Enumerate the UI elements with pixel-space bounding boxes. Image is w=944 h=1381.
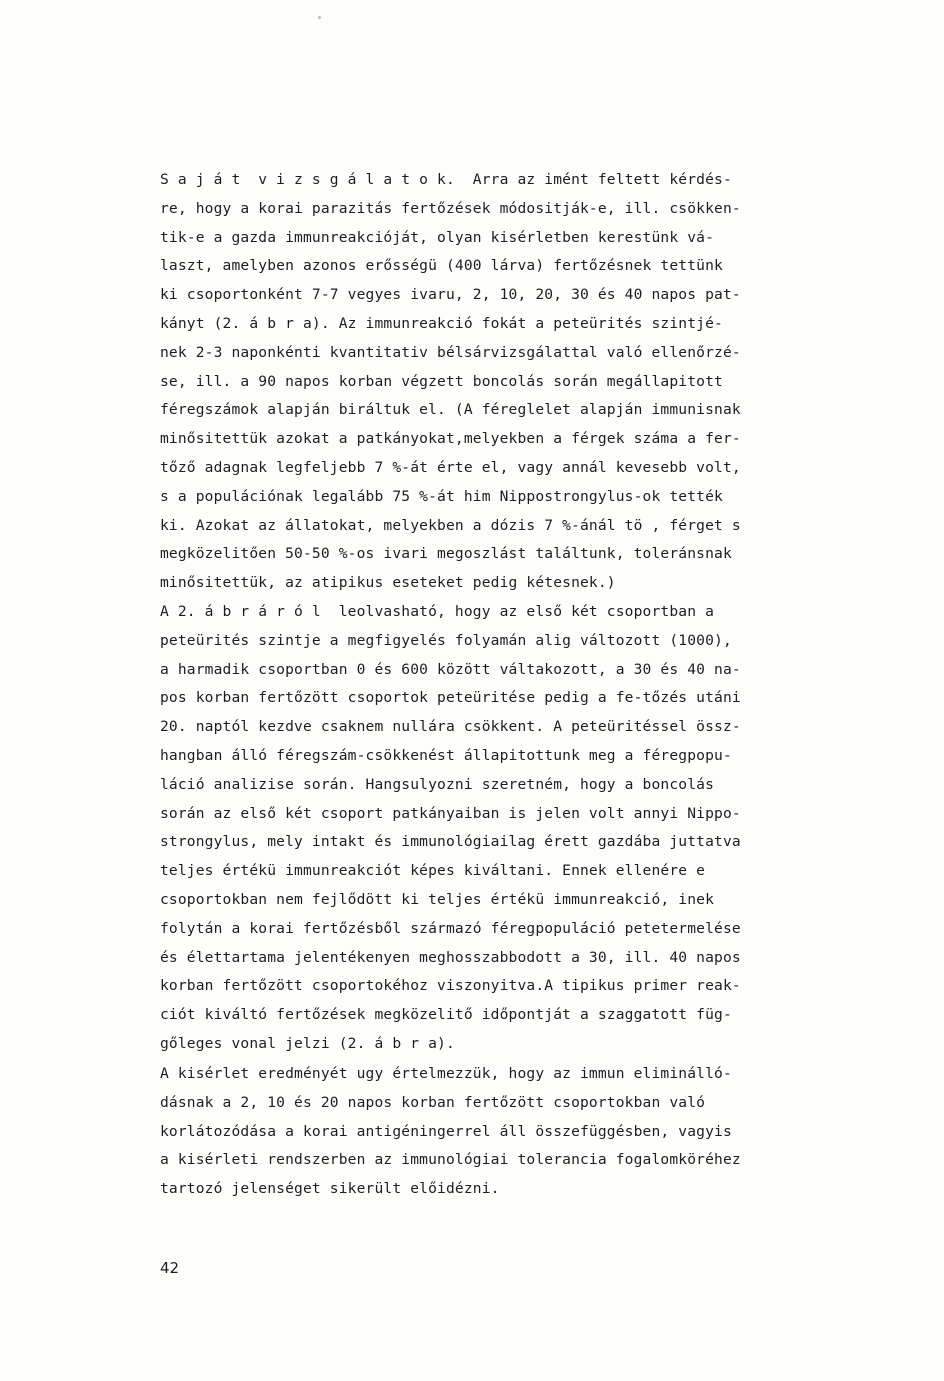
paragraph-line: és élettartama jelentékenyen meghosszabbodott a 30, ill. 40 napos: [160, 948, 741, 966]
paragraph-line: gőleges vonal jelzi (2. á b r a).: [160, 1034, 455, 1052]
paragraph-line: hangban álló féregszám-csökkenést állapitottunk meg a féregpopu-: [160, 746, 732, 764]
paragraph-line: s a populációnak legalább 75 %-át him Nippostrongylus-ok tették: [160, 487, 723, 505]
paragraph-sajat-vizsgalatok: [160, 166, 890, 598]
paragraph-line: teljes értékü immunreakciót képes kiváltani. Ennek ellenére e: [160, 862, 706, 880]
scan-speck: [318, 16, 321, 19]
paragraph-line: csoportokban nem fejlődött ki teljes értékü immunreakció, inek: [160, 890, 715, 908]
paragraph-line: 20. naptól kezdve csaknem nullára csökkent. A peteüritéssel össz-: [160, 718, 741, 736]
paragraph-line: ki csoportonként 7-7 vegyes ivaru, 2, 10, 20, 30 és 40 napos pat-: [160, 286, 741, 304]
paragraph-line: A kisérlet eredményét ugy értelmezzük, hogy az immun eliminálló-: [160, 1065, 732, 1082]
paragraph-line: nek 2-3 naponkénti kvantitativ bélsárvizsgálattal való ellenőrzé-: [160, 343, 741, 361]
paragraph-line: laszt, amelyben azonos erősségü (400 lárva) fertőzésnek tettünk: [160, 257, 723, 275]
paragraph-line: féregszámok alapján biráltuk el. (A féreglelet alapján immunisnak: [160, 401, 741, 419]
paragraph-line: tartozó jelenséget sikerült előidézni.: [160, 1180, 500, 1198]
paragraph-line: láció analizise során. Hangsulyozni szeretném, hogy a boncolás: [160, 775, 715, 793]
paragraph-line: minősitettük, az atipikus eseteket pedig kétesnek.): [160, 574, 616, 592]
paragraph-line: korlátozódása a korai antigéningerrel áll összefüggésben, vagyis: [160, 1122, 732, 1140]
paragraph-line: strongylus, mely intakt és immunológiailag érett gazdába juttatva: [160, 833, 741, 851]
page-number: 42: [160, 1259, 180, 1277]
paragraph-kiserlet-eredmenye: [160, 1060, 890, 1204]
paragraph-line: megközelitően 50-50 %-os ivari megoszlást találtunk, toleránsnak: [160, 545, 732, 563]
paragraph-line: minősitettük azokat a patkányokat,melyekben a férgek száma a fer-: [160, 430, 741, 448]
paragraph-line: S a j á t v i z s g á l a t o k. Arra az imént feltett kérdés-: [160, 171, 732, 188]
paragraph-line: A 2. á b r á r ó l leolvasható, hogy az első két csoportban a: [160, 603, 715, 620]
paragraph-line: korban fertőzött csoportokéhoz viszonyitva.A tipikus primer reak-: [160, 977, 741, 995]
paragraph-line: peteürités szintje a megfigyelés folyamán alig változott (1000),: [160, 631, 732, 649]
paragraph-line: se, ill. a 90 napos korban végzett boncolás során megállapitott: [160, 372, 723, 390]
paragraph-line: folytán a korai fertőzésből származó féregpopuláció petetermelése: [160, 919, 741, 937]
paragraph-line: re, hogy a korai parazitás fertőzések módositják-e, ill. csökken-: [160, 199, 741, 217]
paragraph-line: ki. Azokat az állatokat, melyekben a dózis 7 %-ánál tö , férget s: [160, 516, 741, 534]
paragraph-line: a harmadik csoportban 0 és 600 között váltakozott, a 30 és 40 na-: [160, 660, 741, 678]
paragraph-line: tőző adagnak legfeljebb 7 %-át érte el, vagy annál kevesebb volt,: [160, 458, 741, 476]
paragraph-line: kányt (2. á b r a). Az immunreakció fokát a peteürités szintjé-: [160, 314, 723, 332]
paragraph-line: a kisérleti rendszerben az immunológiai tolerancia fogalomköréhez: [160, 1151, 741, 1169]
paragraph-line: tik-e a gazda immunreakcióját, olyan kisérletben kerestünk vá-: [160, 228, 715, 246]
paragraph-line: során az első két csoport patkányaiban is jelen volt annyi Nippo-: [160, 804, 741, 822]
paragraph-line: ciót kiváltó fertőzések megközelitő időpontját a szaggatott füg-: [160, 1006, 732, 1024]
paragraph-line: pos korban fertőzött csoportok peteüritése pedig a fe-tőzés utáni: [160, 689, 741, 707]
paragraph-abrarol: [160, 598, 890, 1059]
paragraph-line: dásnak a 2, 10 és 20 napos korban fertőzött csoportokban való: [160, 1093, 706, 1111]
